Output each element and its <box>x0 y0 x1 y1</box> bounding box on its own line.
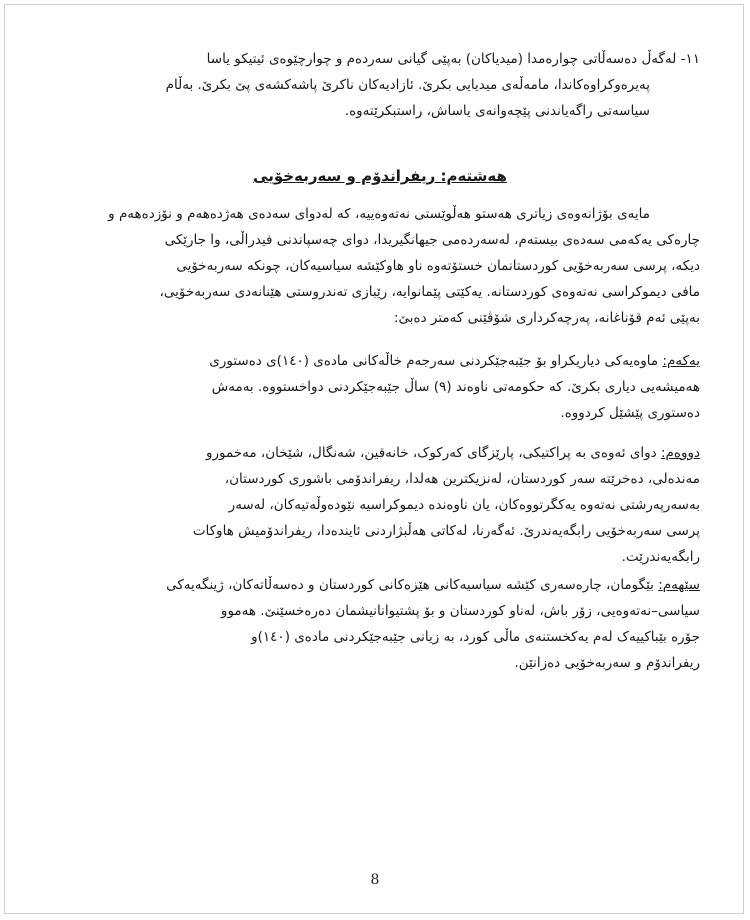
text-line: ریفراندۆم و سەربەخۆیی دەزانێن. <box>514 655 700 671</box>
line-text: ماوەیەکی دیاریکراو بۆ جێبەجێکردنی سەرجەم خاڵەکانی مادەی (١٤٠)ی دەستوری <box>209 353 659 369</box>
text-line: جۆرە بێباکییەک لەم یەکخستنەی ماڵی کورد، بە زیانی جێبەجێکردنی مادەی (١٤٠)و <box>251 629 700 645</box>
text-line: رابگەیەندرێت. <box>621 549 700 565</box>
page-number: 8 <box>370 872 380 888</box>
item-label: سێهەم: <box>658 577 700 593</box>
line-text: دوای ئەوەی بە پراکتیکی، پارێزگای کەرکوک، خانەقین، شەنگال، شێخان، مەخمورو <box>205 445 657 461</box>
text-line: هەمیشەیی دیاری بکرێ. کە حکومەتی ناوەند (٩) ساڵ جێبەجێکردنی دواخستووە. بەمەش <box>211 379 700 395</box>
text-line: سیاسەتی راگەیاندنی پێچەوانەی یاساش، راستبکرێتەوە. <box>344 103 650 119</box>
text-line: پرسی سەربەخۆیی رابگەیەندرێ. ئەگەرنا، لەکاتی هەڵبژاردنی ئایندەدا، ریفراندۆمیش هاوکات <box>192 523 700 539</box>
line-text: لەگەڵ دەسەڵاتی چوارەمدا (میدیاکان) بەپێی گیانی سەردەم و چوارچێوەی ئیتیکو یاسا <box>206 51 677 67</box>
paragraph-first <box>50 348 700 426</box>
item-label: دووەم: <box>660 445 700 461</box>
text-line <box>50 348 700 374</box>
text-line: مەندەلی، دەخرێتە سەر کوردستان، لەنزیکترین هەلدا، ریفراندۆمی باشوری کوردستان، <box>224 471 700 487</box>
text-line: بەسەرپەرشتی نەتەوە یەکگرتووەکان، یان ناوەندە دیموکراسیە نێودەوڵەتیەکان، لەسەر <box>228 497 700 513</box>
text-line: پەیرەوکراوەکاندا، مامەڵەی میدیایی بکرێ. ئازادیەکان ناکرێ پاشەکشەی پێ بکرێ. بەڵام <box>165 77 650 93</box>
text-line: مایەی بۆژانەوەی زیاتری هەستو هەڵوێستی نەتەوەییە، کە لەدوای سەدەی هەژدەهەم و نۆزدەهەم و <box>108 206 650 222</box>
paragraph-second <box>50 440 700 570</box>
item-label: یەکەم: <box>662 353 700 369</box>
text-line: بەپێی ئەم قۆناغانە، پەرچەکرداری شۆڤێنی کەمتر دەبێ: <box>393 310 700 326</box>
text-line: مافی دیموکراسی نەتەوەی کوردستانە. یەکێتی پێمانوایە، رێبازی تەندروستی هێنانەدی سەربەخۆیی، <box>159 284 700 300</box>
paragraph-point-11 <box>50 46 700 124</box>
paragraph-intro <box>50 201 700 331</box>
paragraph-third <box>50 572 700 676</box>
point-number: ١١- <box>680 51 700 67</box>
text-line: چارەکی یەکەمی سەدەی بیستەم، لەسەردەمی جیهانگیریدا، دوای چەسپاندنی فیدراڵی، وا جارێکی <box>164 232 700 248</box>
text-line: دیکە، پرسی سەربەخۆیی کوردستانمان خستۆتەوە ناو هاوکێشە سیاسیەکان، چونکە سەربەخۆیی <box>176 258 700 274</box>
section-heading: هەشتەم: ریفراندۆم و سەربەخۆیی <box>253 167 507 185</box>
line-text: بێگومان، چارەسەری کێشە سیاسیەکانی هێزەکانی کوردستان و دەسەڵاتەکان، ژینگەیەکی <box>166 577 654 593</box>
text-line <box>50 440 700 466</box>
text-line: دەستوری پێشێل کردووە. <box>560 405 700 421</box>
text-line <box>50 572 700 598</box>
text-line <box>50 46 700 72</box>
text-line: سیاسی–نەتەوەیی، زۆر باش، لەناو کوردستان و بۆ پشتیوانانیشمان دەرەخسێنێ. هەموو <box>220 603 700 619</box>
